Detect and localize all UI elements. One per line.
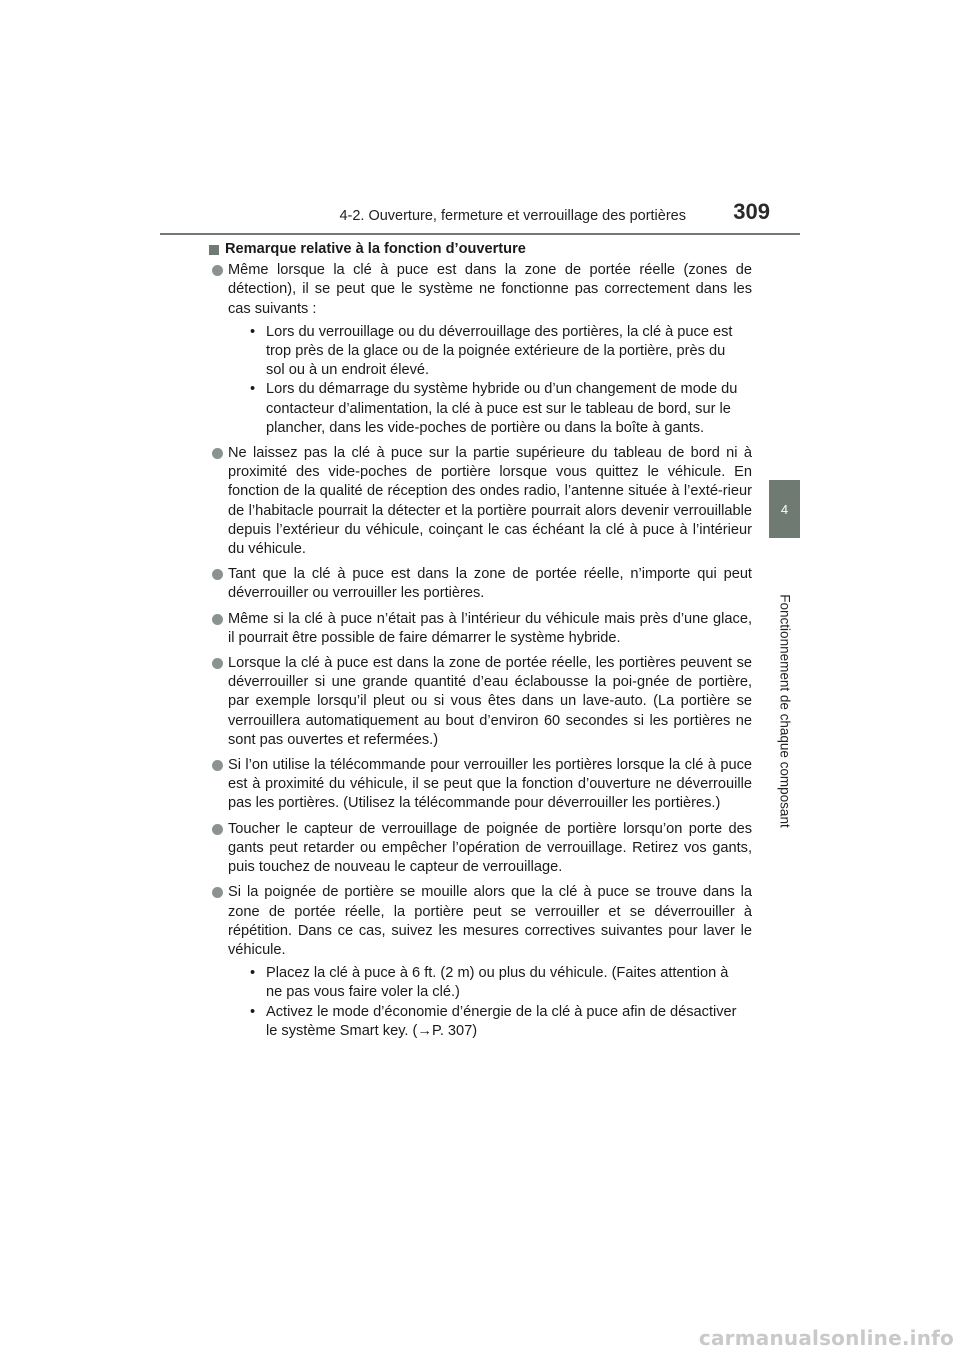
circle-bullet-icon (212, 265, 223, 276)
circle-bullet-icon (212, 760, 223, 771)
circle-bullet-icon (212, 569, 223, 580)
list-item-text: Si la poignée de portière se mouille alors que la clé à puce se trouve dans la zone de portée réelle, la portière peut se verrouiller et se déverrouiller à répétition. Dans ce cas, suivez les mesures correctives suivantes pour laver le véhicule. (228, 884, 752, 958)
list-item-text: Même si la clé à puce n’était pas à l’intérieur du véhicule mais près d’une glace, il pourrait être possible de faire démarrer le système hybride. (228, 610, 752, 646)
chapter-tab[interactable] (769, 480, 800, 538)
circle-bullet-icon (212, 448, 223, 459)
section-heading (209, 240, 752, 259)
list-item-text: Lorsque la clé à puce est dans la zone de portée réelle, les portières peuvent se déverrouiller si une grande quantité d’eau éclabousse la poi-gnée de portière, par exemple lorsqu’il pleut ou si vous êtes dans un lave-auto. (La portière se verrouillera automatiquement au bout d’environ 60 secondes si les portières ne sont pas ouvertes et refermées.) (228, 655, 752, 748)
dot-marker: • (250, 1003, 256, 1020)
circle-bullet-icon (212, 824, 223, 835)
sub-list-item (228, 380, 752, 438)
square-bullet-icon (209, 245, 219, 255)
list-item-text: Si l’on utilise la télécommande pour verrouiller les portières lorsque la clé à puce est à proximité du véhicule, il se peut que la fonction d’ouverture ne déverrouille pas les portières. (Utilisez la télécommande pour déverrouiller les portières.) (228, 757, 752, 812)
list-item (209, 444, 752, 559)
chapter-number: 4 (780, 501, 789, 517)
chapter-title-vertical (769, 538, 800, 883)
list-item-text: Même lorsque la clé à puce est dans la zone de portée réelle (zones de détection), il se peut que le système ne fonctionne pas correctement dans les cas suivants : (228, 262, 752, 317)
list-item-text: Toucher le capteur de verrouillage de poignée de portière lorsqu’on porte des gants peut retarder ou empêcher l’opération de verrouillage. Retirez vos gants, puis touchez de nouveau le capteur de verrouillage. (228, 820, 752, 876)
sub-list-item-text: Activez le mode d’économie d’énergie de la clé à puce afin de désactiver le système Smart key. (→P. 307) (266, 1003, 737, 1039)
circle-bullet-icon (212, 658, 223, 669)
circle-bullet-icon (212, 614, 223, 625)
list-item (209, 756, 752, 814)
dot-marker: • (250, 381, 256, 398)
list-item-text: Ne laissez pas la clé à puce sur la partie supérieure du tableau de bord ni à proximité des vide-poches de portière lorsque vous quittez le véhicule. En fonction de la qualité de réception des ondes radio, l’antenne située à l’exté-rieur de l’habitacle pourrait la détecter et la portière pourrait alors devenir verrouillable depuis l’extérieur du véhicule, coinçant le cas échéant la clé à puce à l’intérieur du véhicule. (228, 445, 752, 558)
page-number: 309 (733, 199, 770, 224)
dot-marker: • (250, 965, 256, 982)
running-header: 4-2. Ouverture, fermeture et verrouillage des portières (339, 208, 686, 224)
chapter-title: Fonctionnement de chaque composant (777, 593, 792, 828)
header-rule (160, 233, 800, 235)
sub-list-item-text: Lors du démarrage du système hybride ou d’un changement de mode du contacteur d’alimentation, la clé à puce est sur le tableau de bord, sur le plancher, dans les vide-poches de portière ou dans la boîte à gants. (266, 381, 738, 436)
page-content (209, 240, 752, 1047)
sub-list (228, 323, 752, 438)
sub-list-item (228, 1003, 752, 1041)
dot-marker: • (250, 323, 256, 340)
circle-bullet-icon (212, 887, 223, 898)
sub-list-item (228, 323, 752, 381)
list-item-text: Tant que la clé à puce est dans la zone de portée réelle, n’importe qui peut déverrouiller ou verrouiller les portières. (228, 566, 752, 602)
list-item (209, 820, 752, 878)
list-item (209, 883, 752, 1041)
watermark-text: carmanualsonline.info (698, 1326, 954, 1350)
sub-list (228, 964, 752, 1041)
sub-list-item-text: Lors du verrouillage ou du déverrouillage des portières, la clé à puce est trop près de la glace ou de la poignée extérieure de la portière, près du sol ou à un endroit élevé. (266, 323, 733, 379)
list-item (209, 654, 752, 750)
section-title: Remarque relative à la fonction d’ouverture (225, 241, 526, 257)
watermark (630, 1318, 960, 1358)
sub-list-item-text: Placez la clé à puce à 6 ft. (2 m) ou plus du véhicule. (Faites attention à ne pas vous faire voler la clé.) (266, 965, 729, 1001)
list-item (209, 565, 752, 603)
list-item (209, 610, 752, 648)
list-item (209, 261, 752, 438)
sub-list-item (228, 964, 752, 1002)
